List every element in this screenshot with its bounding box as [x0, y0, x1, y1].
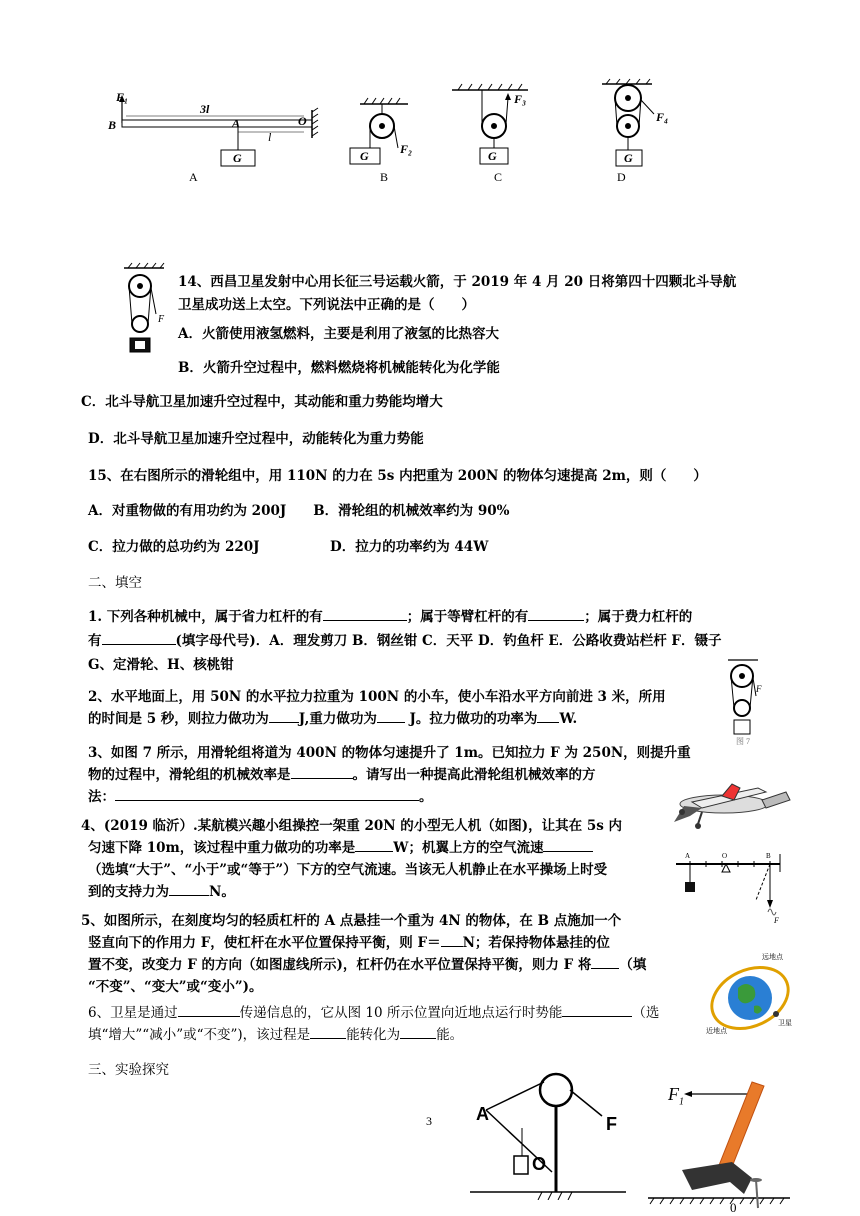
answer-blank[interactable]	[441, 932, 463, 947]
q14-option-d: D．北斗导航卫星加速升空过程中，动能转化为重力势能	[88, 431, 424, 447]
f6-line2: 填“增大”“减小”或“不变”)，该过程是 能转化为 能。	[88, 1024, 463, 1046]
answer-blank[interactable]	[178, 1002, 240, 1017]
f5-line1: 5、如图所示，在刻度均匀的轻质杠杆的 A 点悬挂一个重为 4N 的物体，在 B 点施加一个	[81, 913, 622, 929]
answer-blank[interactable]	[169, 881, 209, 896]
label-o: O	[298, 114, 307, 128]
q14-option-a: A．火箭使用液氢燃料，主要是利用了液氢的比热容大	[178, 326, 499, 342]
figure-label-a: A	[189, 170, 198, 184]
page-number: 3	[426, 1114, 432, 1128]
label-f1: $F_1$	[668, 1084, 684, 1108]
answer-blank[interactable]	[115, 786, 419, 801]
label-g: G	[624, 151, 633, 165]
label-f: F	[774, 916, 779, 925]
f6-line1: 6、卫星是通过 传递信息的，它从图 10 所示位置向近地点运行时势能 （选	[88, 1002, 659, 1024]
satellite-orbit-figure	[704, 952, 804, 1038]
label-o: O	[722, 852, 728, 860]
pulley-figure-c	[448, 82, 538, 168]
answer-blank[interactable]	[291, 764, 353, 779]
post-pulley-figure	[466, 1068, 630, 1200]
q14-option-c: C．北斗导航卫星加速升空过程中，其动能和重力势能均增大	[81, 394, 443, 410]
label-b: B	[108, 118, 117, 132]
answer-blank[interactable]	[562, 1002, 632, 1017]
answer-blank[interactable]	[355, 837, 393, 852]
label-f: F	[756, 684, 762, 694]
label-3l: 3l	[200, 102, 210, 116]
pulley-figure-q14	[118, 262, 170, 358]
label-satellite: 卫星	[778, 1019, 792, 1027]
figure-label-c: C	[494, 170, 503, 184]
answer-blank[interactable]	[537, 708, 559, 723]
pulley-figure-7	[724, 656, 768, 748]
answer-blank[interactable]	[543, 837, 593, 852]
pulley-figure-d	[594, 78, 684, 170]
answer-blank[interactable]	[400, 1024, 436, 1039]
label-f4: F₄	[656, 110, 669, 124]
pulley-figure-b	[346, 96, 426, 168]
label-o: O	[532, 1154, 547, 1174]
label-f: F	[158, 314, 165, 325]
f1-line2: 有 (填字母代号)．A．理发剪刀 B．钢丝钳 C．天平 D．钓鱼杆 E．公路收费站栏杆 F．镊子	[88, 630, 721, 652]
label-f1: F₁	[116, 90, 129, 104]
label-f: F	[606, 1114, 617, 1134]
hammer-lever-figure	[648, 1074, 798, 1216]
f4-line4: 到的支持力为 N。	[88, 881, 235, 903]
q14-option-b: B．火箭升空过程中，燃料燃烧将机械能转化为化学能	[178, 360, 500, 376]
f2-line1: 2、水平地面上，用 50N 的水平拉力拉重为 100N 的小车，使小车沿水平方向前进 3 米，所用	[88, 689, 666, 705]
label-a: A	[232, 116, 241, 130]
figure-label-d: D	[617, 170, 626, 184]
answer-blank[interactable]	[269, 708, 299, 723]
lever-figure-a	[108, 88, 338, 178]
answer-blank[interactable]	[102, 630, 176, 645]
answer-blank[interactable]	[377, 708, 405, 723]
f3-line1: 3、如图 7 所示，用滑轮组将道为 400N 的物体匀速提升了 1m。已知拉力 F 为 250N，则提升重	[88, 745, 691, 761]
answer-blank[interactable]	[310, 1024, 346, 1039]
f3-line2: 物的过程中，滑轮组的机械效率是 。请写出一种提高此滑轮组机械效率的方	[88, 764, 596, 786]
label-b: B	[766, 852, 771, 860]
label-near-point: 近地点	[706, 1027, 727, 1035]
figure-7-caption: 图 7	[736, 737, 750, 746]
answer-blank[interactable]	[591, 954, 619, 969]
q14-line1: 14、西昌卫星发射中心用长征三号运载火箭，于 2019 年 4 月 20 日将第四十四颗北斗导航	[178, 274, 737, 290]
q14-line2: 卫星成功送上太空。下列说法中正确的是（ ）	[178, 297, 475, 313]
answer-blank[interactable]	[323, 606, 407, 621]
f4-line1: 4、(2019 临沂）.某航模兴趣小组操控一架重 20N 的小型无人机（如图)，让其在 5s 内	[81, 818, 623, 834]
q15-option-c: C．拉力做的总功约为 220J	[88, 539, 260, 555]
q15-line1: 15、在右图所示的滑轮组中，用 110N 的力在 5s 内把重为 200N 的物体匀速提高 2m，则（ ）	[88, 468, 707, 484]
q15-options-ab: A．对重物做的有用功约为 200J B．滑轮组的机械效率约为 90%	[88, 503, 510, 519]
figure-label-b: B	[380, 170, 389, 184]
label-l: l	[268, 130, 272, 144]
answer-blank[interactable]	[528, 606, 584, 621]
lever-figure-q5	[672, 852, 800, 932]
label-g: G	[360, 149, 369, 163]
f3-line3: 法： 。	[88, 786, 433, 808]
label-g: G	[233, 151, 242, 165]
f5-line2: 竖直向下的作用力 F，使杠杆在水平位置保持平衡，则 F＝ N；若保持物体悬挂的位	[88, 932, 610, 954]
label-far-point: 远地点	[762, 953, 783, 961]
section-heading-fill-in: 二、填空	[88, 575, 142, 591]
label-a: A	[685, 852, 691, 860]
section-heading-experiment: 三、实验探究	[88, 1062, 169, 1078]
f2-line2: 的时间是 5 秒，则拉力做功为 J,重力做功为 J。拉力做功的功率为 W.	[88, 708, 577, 730]
drone-image	[662, 778, 794, 834]
f1-line3: G、定滑轮、H、核桃钳	[88, 657, 234, 673]
f1-line1: 1. 下列各种机械中，属于省力杠杆的有 ；属于等臂杠杆的有 ；属于费力杠杆的	[88, 606, 692, 628]
q15-option-d: D．拉力的功率约为 44W	[330, 539, 489, 555]
label-f2: F₂	[400, 142, 413, 156]
f5-line4: “不变”、“变大”或“变小”)。	[88, 979, 263, 995]
label-o: 0	[730, 1200, 737, 1215]
label-f3: F₃	[514, 92, 527, 106]
f5-line3: 置不变，改变力 F 的方向（如图虚线所示)，杠杆仍在水平位置保持平衡，则力 F 将 （填	[88, 954, 646, 976]
label-g: G	[488, 149, 497, 163]
f4-line2: 匀速下降 10m，该过程中重力做功的功率是 W；机翼上方的空气流速	[88, 837, 593, 859]
f4-line3: （选填“大于”、“小于”或“等于”）下方的空气流速。当该无人机静止在水平操场上时受	[88, 862, 608, 878]
label-a: A	[476, 1104, 489, 1124]
